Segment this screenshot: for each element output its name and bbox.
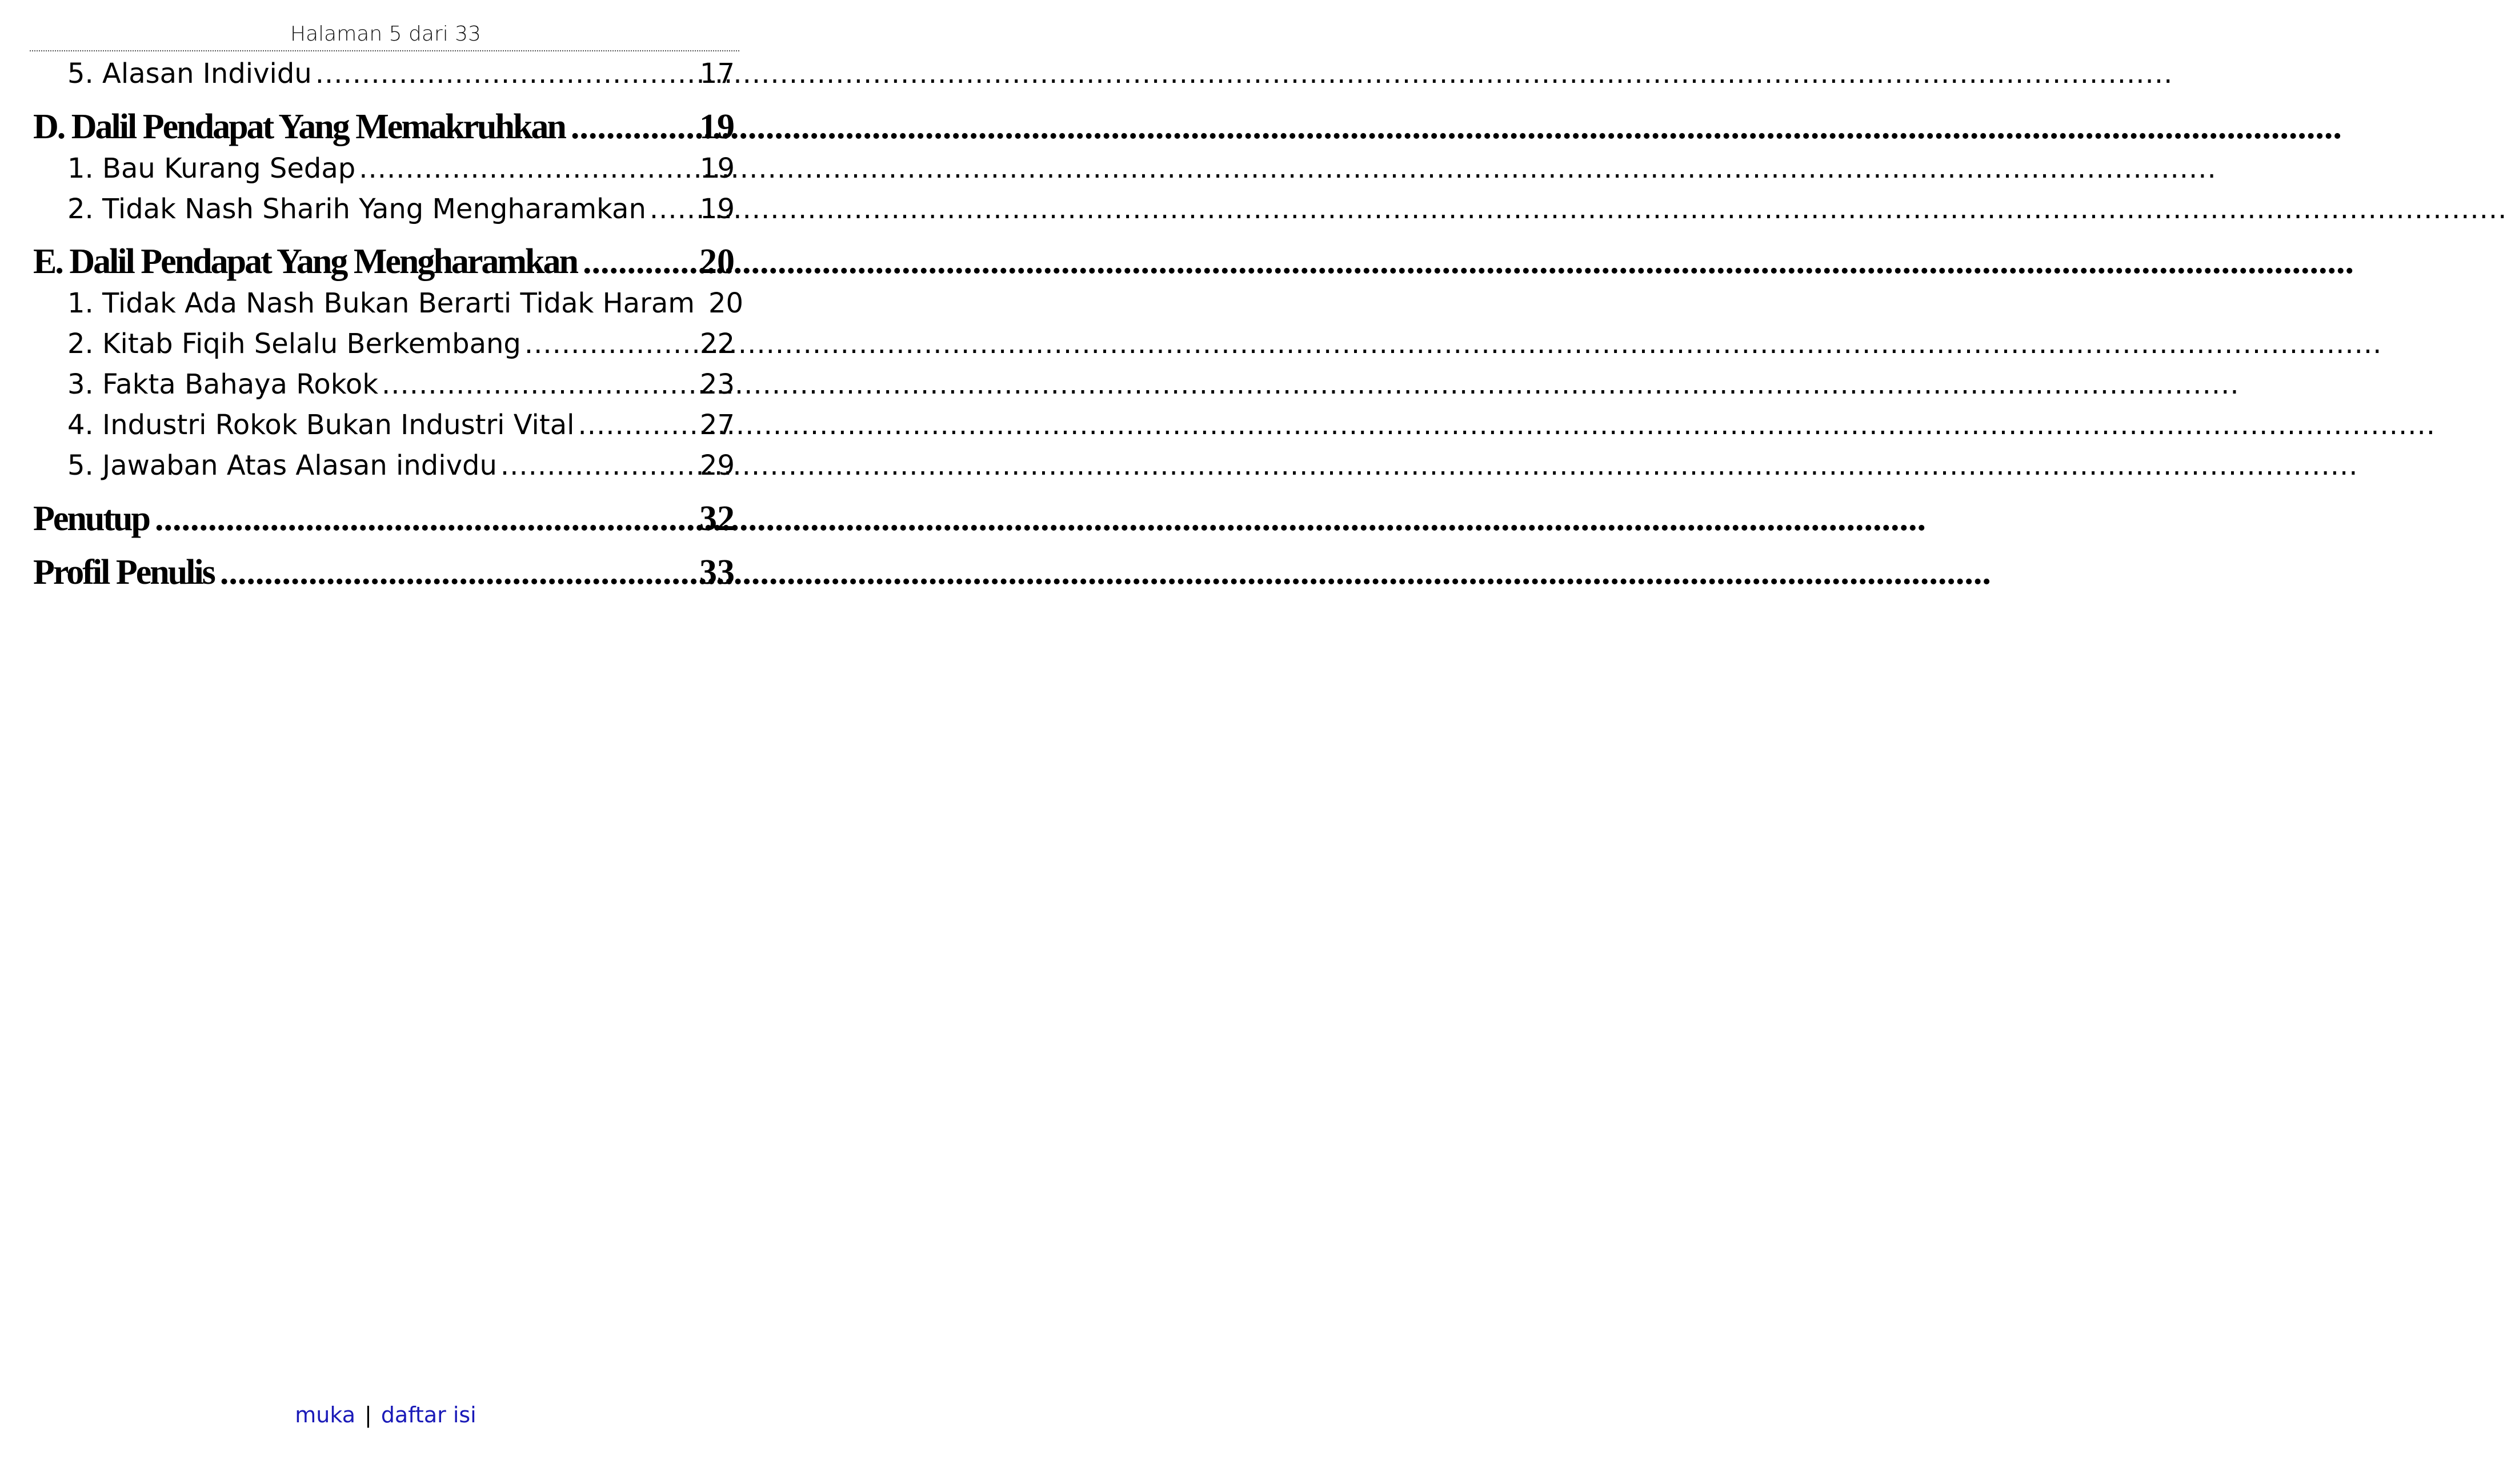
page-indicator: Halaman 5 dari 33 [290,22,481,46]
toc-entry-page: 33 [699,553,735,592]
toc-entry[interactable] [67,406,735,444]
toc-entry-page: 20 [699,242,735,281]
toc-entry[interactable] [33,550,735,595]
page-footer [0,1401,771,1429]
toc-link[interactable]: daftar isi [381,1402,476,1427]
toc-entry-page: 19 [699,153,735,185]
toc-entry-label: E. Dalil Pendapat Yang Mengharamkan [33,242,577,281]
front-page-link[interactable]: muka [295,1402,355,1427]
toc-leader-dots [359,150,690,187]
toc-entry[interactable] [67,447,735,484]
toc-entry-page: 19 [699,107,735,146]
toc-entry-label: 5. Jawaban Atas Alasan indivdu [67,450,497,482]
toc-entry[interactable] [33,239,735,284]
toc-entry-page: 17 [699,58,735,90]
page-header [0,0,771,51]
toc-entry[interactable] [67,325,735,363]
toc-entry-page: 23 [699,368,735,400]
toc-entry-page: 22 [699,328,735,360]
toc-entry[interactable] [67,55,735,93]
toc-entry-label: 2. Tidak Nash Sharih Yang Mengharamkan [67,193,646,225]
toc-leader-dots [571,104,697,150]
toc-entry[interactable] [67,366,735,403]
toc-entry-label: 3. Fakta Bahaya Rokok [67,368,379,400]
toc-entry-label: D. Dalil Pendapat Yang Memakruhkan [33,107,565,146]
toc-entry[interactable] [33,104,735,150]
toc-leader-dots [220,550,697,595]
toc-leader-dots [650,190,690,228]
toc-entry-label: Profil Penulis [33,553,214,592]
toc-entry-label: 5. Alasan Individu [67,58,312,90]
toc-entry[interactable] [33,496,735,542]
toc-entry-page: 32 [699,499,735,538]
toc-entry-page: 19 [699,193,735,225]
toc-entry-label: 1. Tidak Ada Nash Bukan Berarti Tidak Haram [67,287,695,319]
toc-leader-dots [382,366,690,403]
toc-entry-page: 27 [699,409,735,441]
toc-entry[interactable] [67,150,735,187]
footer-separator: | [365,1402,372,1427]
toc-leader-dots [500,447,690,484]
toc-entry-label: 1. Bau Kurang Sedap [67,153,356,185]
toc-entry-label: 4. Industri Rokok Bukan Industri Vital [67,409,575,441]
toc-entry[interactable] [67,284,744,322]
toc-entry-label: 2. Kitab Fiqih Selalu Berkembang [67,328,521,360]
toc-entry-page: 29 [699,450,735,482]
toc-entry[interactable] [67,190,735,228]
toc-leader-dots [524,325,690,363]
toc-entry-page: 20 [708,287,744,319]
header-divider [30,50,739,51]
toc-entry-label: Penutup [33,499,149,538]
toc-leader-dots [155,496,697,542]
toc-leader-dots [578,406,689,444]
toc-leader-dots [583,239,697,284]
toc-leader-dots [315,55,690,93]
